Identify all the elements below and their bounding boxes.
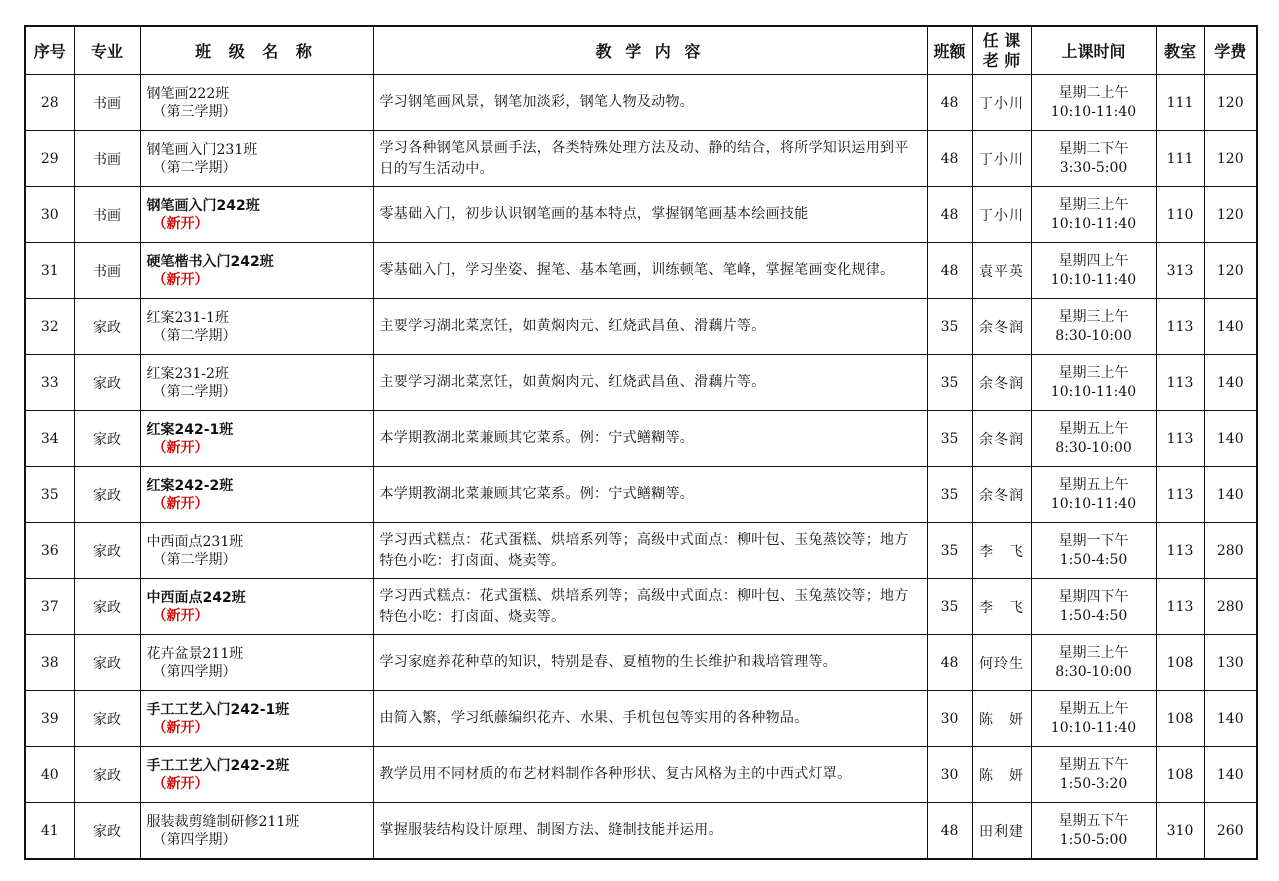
cell-teacher: 何玲生 [972,635,1031,691]
cell-time [1031,747,1156,803]
cell-fee: 280 [1204,579,1257,635]
new-class-tag: （新开） [152,775,209,792]
cell-index: 39 [25,691,74,747]
cell-major: 家政 [74,523,140,579]
cell-content: 学习西式糕点：花式蛋糕、烘培系列等；高级中式面点：柳叶包、玉兔蒸饺等；地方特色小吃：打卤面、烧卖等。 [373,523,927,579]
cell-time [1031,299,1156,355]
cell-major: 家政 [74,579,140,635]
class-day: 星期五上午 [1058,476,1129,493]
table-row [25,579,1257,635]
header-class-name: 班 级 名 称 [140,26,373,75]
cell-index: 41 [25,803,74,860]
header-content: 教 学 内 容 [373,26,927,75]
cell-class-name [140,411,373,467]
table-row [25,355,1257,411]
cell-index: 32 [25,299,74,355]
cell-teacher: 李 飞 [972,523,1031,579]
class-term: （第三学期） [152,103,237,120]
cell-time [1031,243,1156,299]
class-day: 星期五下午 [1058,756,1129,773]
cell-index: 35 [25,467,74,523]
cell-teacher: 李 飞 [972,579,1031,635]
new-class-tag: （新开） [152,271,209,288]
cell-fee: 120 [1204,187,1257,243]
class-name: 钢笔画222班 [146,85,230,102]
cell-class-name [140,355,373,411]
class-term: （第四学期） [152,831,237,848]
cell-fee: 140 [1204,691,1257,747]
header-index: 序号 [25,26,74,75]
cell-content: 零基础入门，初步认识钢笔画的基本特点，掌握钢笔画基本绘画技能 [373,187,927,243]
header-time: 上课时间 [1031,26,1156,75]
class-hours: 8:30-10:00 [1055,439,1132,456]
cell-time [1031,803,1156,860]
class-name: 手工工艺入门242-2班 [146,757,290,774]
class-name: 钢笔画入门242班 [146,197,260,214]
cell-major: 家政 [74,355,140,411]
table-row [25,187,1257,243]
class-name: 钢笔画入门231班 [146,141,258,158]
cell-teacher: 田利建 [972,803,1031,860]
cell-fee: 140 [1204,299,1257,355]
cell-fee: 120 [1204,243,1257,299]
cell-room: 113 [1156,411,1204,467]
cell-room: 310 [1156,803,1204,860]
cell-quota: 48 [927,131,972,187]
class-day: 星期五上午 [1058,420,1129,437]
class-term: （第四学期） [152,663,237,680]
course-table [24,25,1258,860]
header-row [25,26,1257,75]
cell-teacher: 余冬润 [972,467,1031,523]
table-row [25,747,1257,803]
class-hours: 10:10-11:40 [1050,495,1137,512]
class-hours: 10:10-11:40 [1050,719,1137,736]
cell-major: 书画 [74,131,140,187]
cell-quota: 30 [927,691,972,747]
table-row [25,131,1257,187]
header-teacher [972,26,1031,75]
class-hours: 8:30-10:00 [1055,327,1132,344]
cell-index: 29 [25,131,74,187]
cell-content: 零基础入门，学习坐姿、握笔、基本笔画，训练顿笔、笔峰，掌握笔画变化规律。 [373,243,927,299]
class-hours: 1:50-5:00 [1059,831,1128,848]
cell-time [1031,467,1156,523]
cell-quota: 30 [927,747,972,803]
cell-room: 113 [1156,299,1204,355]
class-hours: 10:10-11:40 [1050,215,1137,232]
table-row [25,691,1257,747]
class-day: 星期四下午 [1058,588,1129,605]
table-row [25,299,1257,355]
cell-fee: 120 [1204,75,1257,131]
class-day: 星期四上午 [1058,252,1129,269]
cell-index: 30 [25,187,74,243]
cell-class-name [140,467,373,523]
header-teacher-line1: 任 课 [982,30,1021,50]
cell-time [1031,187,1156,243]
cell-major: 家政 [74,747,140,803]
cell-teacher: 陈 妍 [972,691,1031,747]
table-row [25,523,1257,579]
cell-teacher: 丁小川 [972,131,1031,187]
cell-major: 家政 [74,467,140,523]
cell-quota: 35 [927,411,972,467]
cell-fee: 140 [1204,355,1257,411]
class-day: 星期五下午 [1058,812,1129,829]
cell-class-name [140,75,373,131]
cell-teacher: 余冬润 [972,411,1031,467]
table-row [25,411,1257,467]
class-day: 星期五上午 [1058,700,1129,717]
cell-fee: 140 [1204,747,1257,803]
cell-fee: 140 [1204,467,1257,523]
cell-major: 家政 [74,691,140,747]
class-hours: 10:10-11:40 [1050,383,1137,400]
class-name: 红案242-1班 [146,421,234,438]
cell-room: 108 [1156,691,1204,747]
cell-major: 家政 [74,635,140,691]
new-class-tag: （新开） [152,495,209,512]
class-hours: 3:30-5:00 [1059,159,1128,176]
cell-quota: 35 [927,355,972,411]
cell-time [1031,635,1156,691]
cell-class-name [140,803,373,860]
class-hours: 10:10-11:40 [1050,271,1137,288]
cell-room: 111 [1156,131,1204,187]
header-major: 专业 [74,26,140,75]
cell-index: 28 [25,75,74,131]
cell-class-name [140,635,373,691]
class-name: 中西面点242班 [146,589,246,606]
cell-index: 37 [25,579,74,635]
class-term: （第二学期） [152,551,237,568]
cell-index: 33 [25,355,74,411]
class-name: 服装裁剪缝制研修211班 [146,813,300,830]
table-row [25,803,1257,860]
cell-major: 书画 [74,187,140,243]
class-day: 星期三上午 [1058,364,1129,381]
cell-time [1031,691,1156,747]
cell-time [1031,411,1156,467]
header-quota: 班额 [927,26,972,75]
table-body [25,75,1257,860]
cell-content: 学习西式糕点：花式蛋糕、烘培系列等；高级中式面点：柳叶包、玉兔蒸饺等；地方特色小吃：打卤面、烧卖等。 [373,579,927,635]
cell-index: 34 [25,411,74,467]
new-class-tag: （新开） [152,719,209,736]
cell-teacher: 陈 妍 [972,747,1031,803]
class-hours: 10:10-11:40 [1050,103,1137,120]
table-row [25,243,1257,299]
cell-time [1031,579,1156,635]
cell-class-name [140,523,373,579]
cell-time [1031,75,1156,131]
cell-class-name [140,187,373,243]
cell-content: 教学员用不同材质的布艺材料制作各种形状、复古风格为主的中西式灯罩。 [373,747,927,803]
class-day: 星期三上午 [1058,308,1129,325]
class-day: 星期三上午 [1058,644,1129,661]
cell-major: 家政 [74,299,140,355]
class-term: （第二学期） [152,383,237,400]
header-room: 教室 [1156,26,1204,75]
cell-fee: 280 [1204,523,1257,579]
cell-time [1031,131,1156,187]
cell-major: 书画 [74,243,140,299]
class-name: 红案231-1班 [146,309,229,326]
class-hours: 1:50-3:20 [1059,775,1128,792]
cell-class-name [140,747,373,803]
cell-content: 由简入繁，学习纸藤编织花卉、水果、手机包包等实用的各种物品。 [373,691,927,747]
cell-teacher: 袁平英 [972,243,1031,299]
new-class-tag: （新开） [152,607,209,624]
cell-quota: 48 [927,187,972,243]
cell-major: 家政 [74,411,140,467]
cell-content: 掌握服装结构设计原理、制图方法、缝制技能并运用。 [373,803,927,860]
cell-teacher: 丁小川 [972,187,1031,243]
cell-index: 40 [25,747,74,803]
cell-room: 113 [1156,355,1204,411]
new-class-tag: （新开） [152,439,209,456]
header-fee: 学费 [1204,26,1257,75]
cell-room: 113 [1156,579,1204,635]
header-teacher-line2: 老 师 [982,50,1021,70]
cell-quota: 35 [927,467,972,523]
cell-quota: 35 [927,299,972,355]
class-name: 手工工艺入门242-1班 [146,701,290,718]
class-day: 星期一下午 [1058,532,1129,549]
cell-quota: 35 [927,523,972,579]
class-name: 红案242-2班 [146,477,234,494]
cell-content: 学习家庭养花种草的知识，特别是春、夏植物的生长维护和栽培管理等。 [373,635,927,691]
table-row [25,635,1257,691]
new-class-tag: （新开） [152,215,209,232]
cell-class-name [140,243,373,299]
cell-time [1031,523,1156,579]
cell-room: 113 [1156,467,1204,523]
cell-quota: 48 [927,803,972,860]
cell-fee: 130 [1204,635,1257,691]
cell-content: 主要学习湖北菜烹饪，如黄焖肉元、红烧武昌鱼、滑藕片等。 [373,355,927,411]
cell-quota: 48 [927,75,972,131]
cell-room: 108 [1156,747,1204,803]
cell-room: 111 [1156,75,1204,131]
cell-class-name [140,131,373,187]
cell-time [1031,355,1156,411]
cell-teacher: 余冬润 [972,355,1031,411]
cell-fee: 260 [1204,803,1257,860]
cell-major: 书画 [74,75,140,131]
cell-class-name [140,299,373,355]
class-name: 红案231-2班 [146,365,229,382]
cell-room: 108 [1156,635,1204,691]
cell-quota: 48 [927,635,972,691]
class-name: 硬笔楷书入门242班 [146,253,274,270]
cell-fee: 120 [1204,131,1257,187]
cell-index: 31 [25,243,74,299]
table-row [25,75,1257,131]
cell-content: 学习各种钢笔风景画手法，各类特殊处理方法及动、静的结合，将所学知识运用到平日的写生活动中。 [373,131,927,187]
cell-quota: 35 [927,579,972,635]
cell-content: 主要学习湖北菜烹饪，如黄焖肉元、红烧武昌鱼、滑藕片等。 [373,299,927,355]
cell-index: 38 [25,635,74,691]
cell-room: 110 [1156,187,1204,243]
class-term: （第二学期） [152,327,237,344]
cell-content: 本学期教湖北菜兼顾其它菜系。例：宁式鳝糊等。 [373,467,927,523]
cell-teacher: 余冬润 [972,299,1031,355]
cell-fee: 140 [1204,411,1257,467]
class-name: 花卉盆景211班 [146,645,244,662]
cell-quota: 48 [927,243,972,299]
cell-major: 家政 [74,803,140,860]
cell-content: 学习钢笔画风景，钢笔加淡彩，钢笔人物及动物。 [373,75,927,131]
table-row [25,467,1257,523]
class-day: 星期二下午 [1058,140,1129,157]
class-day: 星期二上午 [1058,84,1129,101]
class-hours: 1:50-4:50 [1059,607,1128,624]
cell-room: 113 [1156,523,1204,579]
cell-index: 36 [25,523,74,579]
class-name: 中西面点231班 [146,533,244,550]
cell-class-name [140,579,373,635]
cell-teacher: 丁小川 [972,75,1031,131]
cell-class-name [140,691,373,747]
class-day: 星期三上午 [1058,196,1129,213]
class-term: （第二学期） [152,159,237,176]
cell-content: 本学期教湖北菜兼顾其它菜系。例：宁式鳝糊等。 [373,411,927,467]
cell-room: 313 [1156,243,1204,299]
class-hours: 8:30-10:00 [1055,663,1132,680]
class-hours: 1:50-4:50 [1059,551,1128,568]
